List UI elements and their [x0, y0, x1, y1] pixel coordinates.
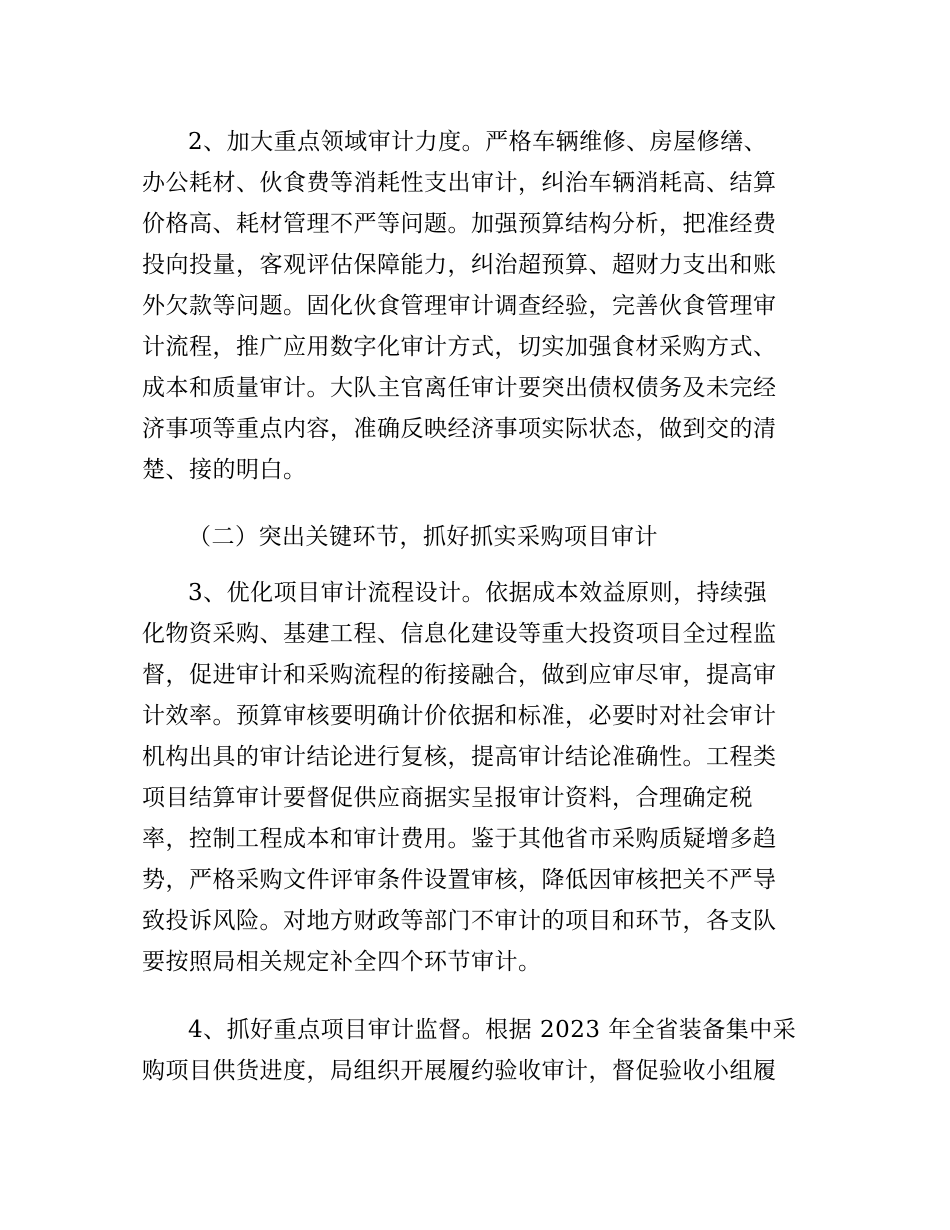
paragraph-3-line-6: 项目结算审计要督促供应商据实呈报审计资料，合理确定税 [142, 785, 753, 811]
paragraph-2-line-1: 2、加大重点领域审计力度。严格车辆维修、房屋修缮、 [188, 129, 768, 155]
paragraph-2-line-9: 楚、接的明白。 [142, 457, 307, 483]
paragraph-3-line-1: 3、优化项目审计流程设计。依据成本效益原则，持续强 [188, 580, 768, 606]
paragraph-3-line-3: 督，促进审计和采购流程的衔接融合，做到应审尽审，提高审 [142, 662, 777, 688]
paragraph-2-line-4: 投向投量，客观评估保障能力，纠治超预算、超财力支出和账 [142, 252, 777, 278]
paragraph-2-line-7: 成本和质量审计。大队主官离任审计要突出债权债务及未完经 [142, 375, 777, 401]
section-heading: （二）突出关键环节，抓好抓实采购项目审计 [188, 524, 658, 550]
paragraph-2-line-3: 价格高、耗材管理不严等问题。加强预算结构分析，把准经费 [142, 211, 777, 237]
paragraph-2-line-5: 外欠款等问题。固化伙食管理审计调查经验，完善伙食管理审 [142, 293, 777, 319]
paragraph-2-line-2: 办公耗材、伙食费等消耗性支出审计，纠治车辆消耗高、结算 [142, 170, 777, 196]
paragraph-2-line-8: 济事项等重点内容，准确反映经济事项实际状态，做到交的清 [142, 416, 777, 442]
paragraph-4-line-1: 4、抓好重点项目审计监督。根据 2023 年全省装备集中采 [188, 1017, 797, 1043]
paragraph-3-line-10: 要按照局相关规定补全四个环节审计。 [142, 949, 542, 975]
paragraph-2-line-6: 计流程，推广应用数字化审计方式，切实加强食材采购方式、 [142, 334, 777, 360]
paragraph-4-line-2: 购项目供货进度，局组织开展履约验收审计，督促验收小组履 [142, 1058, 777, 1084]
paragraph-3-line-7: 率，控制工程成本和审计费用。鉴于其他省市采购质疑增多趋 [142, 826, 777, 852]
paragraph-3-line-4: 计效率。预算审核要明确计价依据和标准，必要时对社会审计 [142, 703, 777, 729]
paragraph-3-line-2: 化物资采购、基建工程、信息化建设等重大投资项目全过程监 [142, 621, 777, 647]
paragraph-3-line-9: 致投诉风险。对地方财政等部门不审计的项目和环节，各支队 [142, 908, 777, 934]
paragraph-3-line-8: 势，严格采购文件评审条件设置审核，降低因审核把关不严导 [142, 867, 777, 893]
paragraph-3-line-5: 机构出具的审计结论进行复核，提高审计结论准确性。工程类 [142, 744, 777, 770]
